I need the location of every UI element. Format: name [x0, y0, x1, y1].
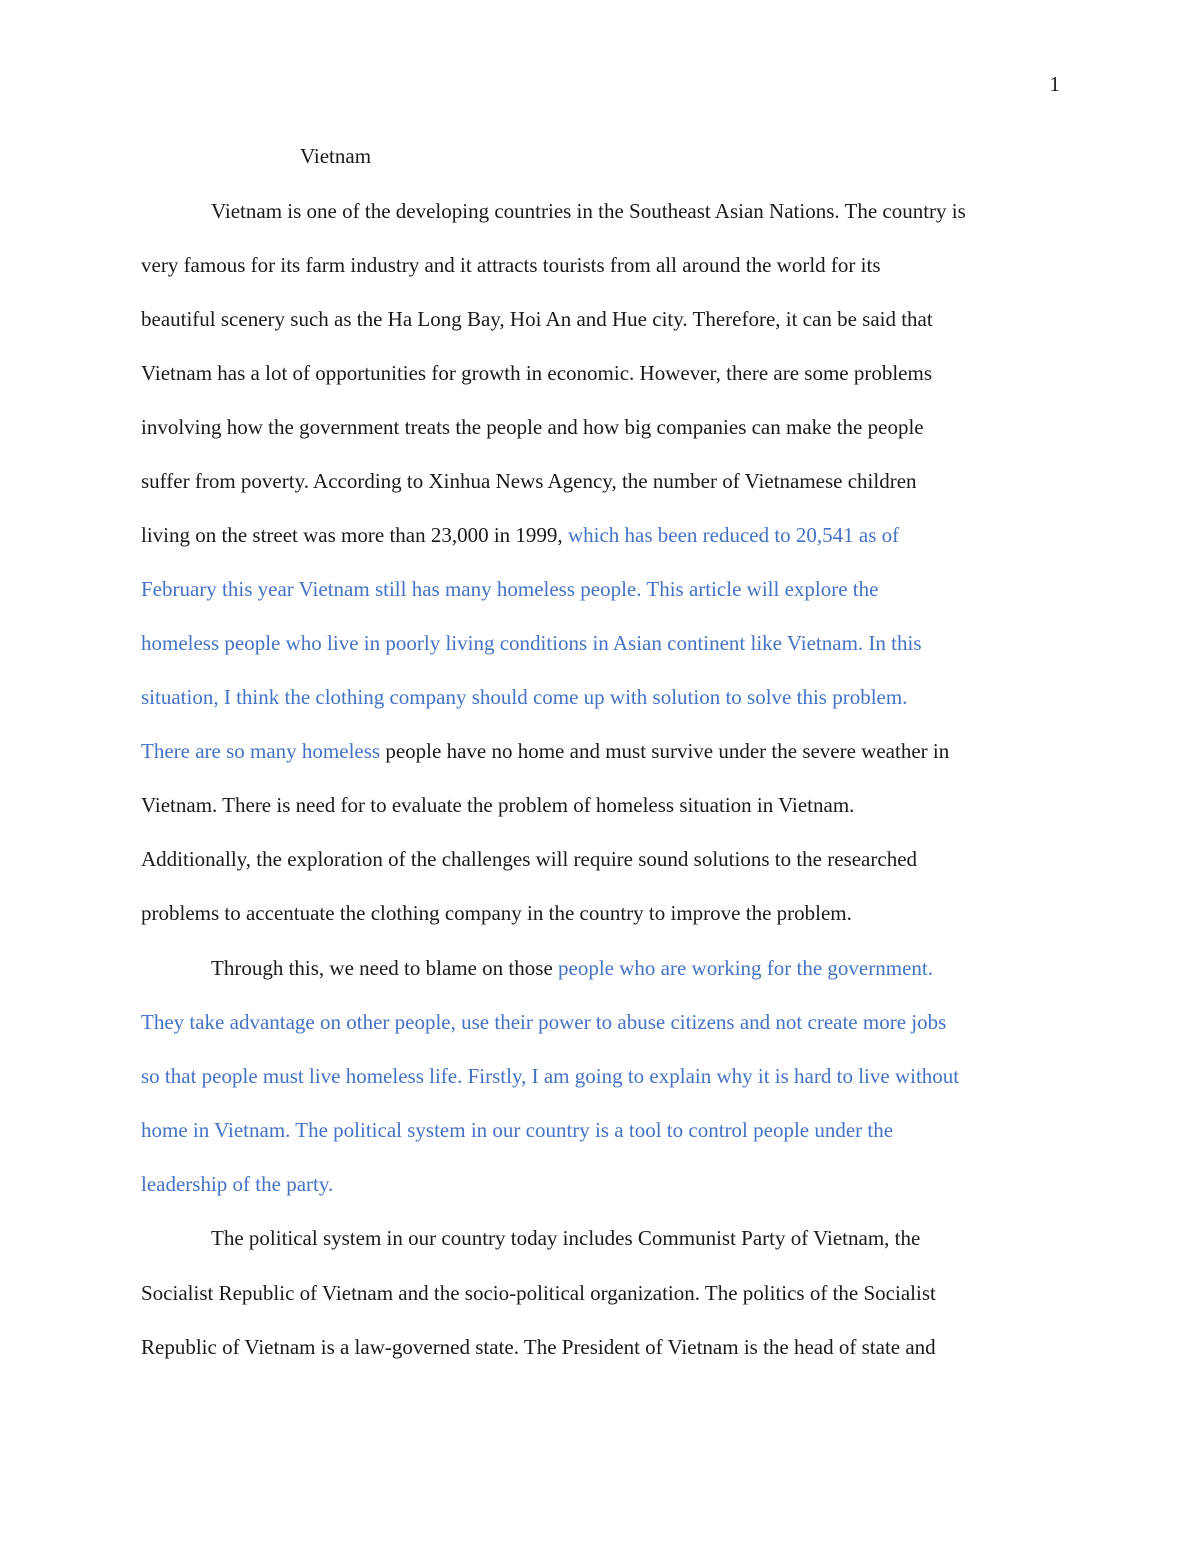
- text-line: [141, 845, 917, 873]
- text-line: [141, 1333, 936, 1361]
- text-line: [141, 305, 933, 333]
- text-line: [141, 575, 878, 603]
- text-line: [141, 683, 907, 711]
- highlighted-text: so that people must live homeless life. Firstly, I am going to explain why it is hard to live without: [141, 1064, 960, 1088]
- text-line: [141, 791, 854, 819]
- text-line: [141, 359, 932, 387]
- highlighted-text: There are so many homeless: [141, 739, 381, 763]
- highlighted-text: situation, I think the clothing company should come up with solution to solve this problem.: [141, 685, 908, 709]
- highlighted-text: home in Vietnam. The political system in our country is a tool to control people under the: [141, 1118, 894, 1142]
- text-line: [141, 521, 899, 549]
- body-text: Through this, we need to blame on those: [211, 956, 559, 980]
- body-text: involving how the government treats the people and how big companies can make the people: [141, 415, 924, 439]
- text-line: [141, 467, 917, 495]
- text-line: [211, 1224, 920, 1252]
- body-text: Additionally, the exploration of the challenges will require sound solutions to the researched: [141, 847, 918, 871]
- text-line: [141, 1008, 946, 1036]
- body-text: Vietnam. There is need for to evaluate the problem of homeless situation in Vietnam.: [141, 793, 855, 817]
- text-line: [141, 1279, 936, 1307]
- body-text: beautiful scenery such as the Ha Long Bay, Hoi An and Hue city. Therefore, it can be said that: [141, 307, 933, 331]
- body-text: people have no home and must survive under the severe weather in: [380, 739, 950, 763]
- highlighted-text: which has been reduced to 20,541 as of: [567, 523, 900, 547]
- highlighted-text: homeless people who live in poorly living conditions in Asian continent like Vietnam. In this: [141, 631, 922, 655]
- body-text: Vietnam is one of the developing countries in the Southeast Asian Nations. The country is: [211, 199, 966, 223]
- body-text: very famous for its farm industry and it attracts tourists from all around the world for its: [141, 253, 881, 277]
- body-text: problems to accentuate the clothing company in the country to improve the problem.: [141, 901, 852, 925]
- body-text: Socialist Republic of Vietnam and the socio-political organization. The politics of the Socialist: [141, 1281, 936, 1305]
- body-text: suffer from poverty. According to Xinhua News Agency, the number of Vietnamese children: [141, 469, 917, 493]
- body-text: living on the street was more than 23,000 in 1999,: [141, 523, 568, 547]
- text-line: [141, 737, 949, 765]
- body-text: The political system in our country today includes Communist Party of Vietnam, the: [211, 1226, 921, 1250]
- text-line: [141, 629, 922, 657]
- highlighted-text: people who are working for the government.: [558, 956, 933, 980]
- highlighted-text: leadership of the party.: [141, 1172, 334, 1196]
- text-line: [211, 197, 966, 225]
- text-line: [141, 413, 924, 441]
- body-text: Vietnam has a lot of opportunities for growth in economic. However, there are some problems: [141, 361, 933, 385]
- page-number: 1: [1049, 72, 1060, 96]
- text-line: [141, 899, 852, 927]
- text-line: [141, 1062, 959, 1090]
- text-line: [141, 1116, 893, 1144]
- text-line: [141, 1170, 333, 1198]
- highlighted-text: They take advantage on other people, use their power to abuse citizens and not create more jobs: [141, 1010, 947, 1034]
- highlighted-text: February this year Vietnam still has many homeless people. This article will explore the: [141, 577, 879, 601]
- text-line: [211, 954, 933, 982]
- document-title: Vietnam: [300, 144, 372, 168]
- body-text: Republic of Vietnam is a law-governed state. The President of Vietnam is the head of state and: [141, 1335, 936, 1359]
- text-line: [141, 251, 881, 279]
